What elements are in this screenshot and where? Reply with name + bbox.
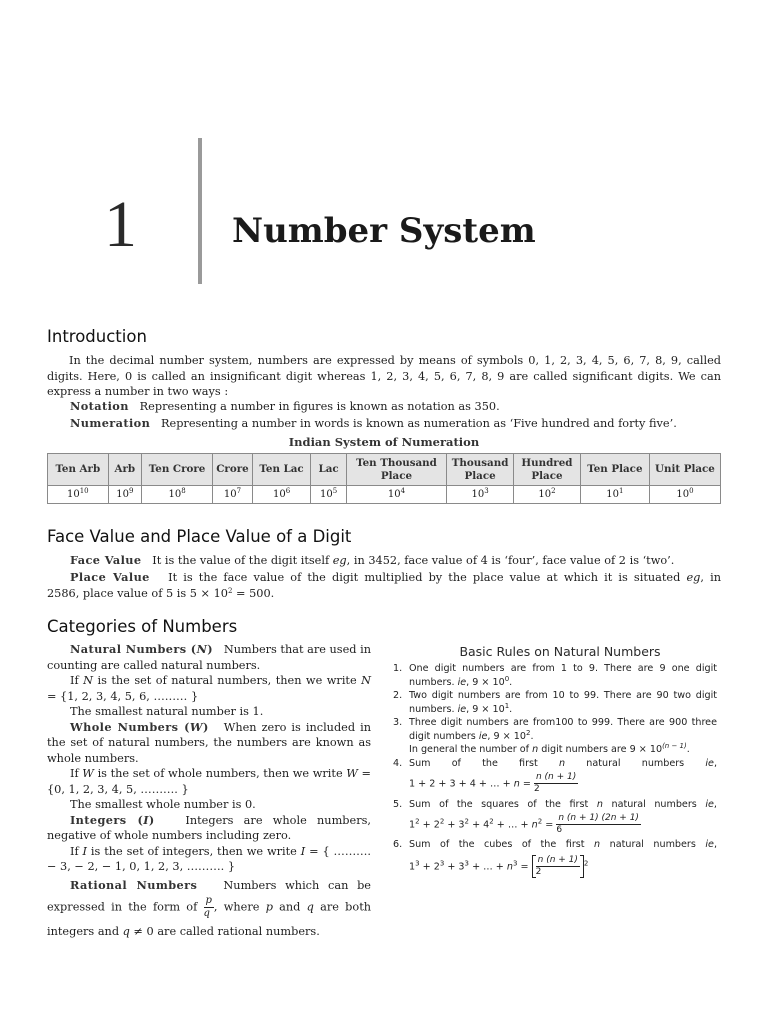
table-value-row: [48, 486, 721, 504]
section-heading-face-place: Face Value and Place Value of a Digit: [47, 527, 352, 546]
sum-squares-formula-fraction: $\frac{n (n + 1) (2n + 1)}{6}$: [556, 812, 639, 835]
rational-condition-line: integers and q ≠ 0 are called rational numbers.: [47, 925, 320, 938]
face-value-definition: Face Value It is the value of the digit itself eg, in 3452, face value of 4 is ‘four’, face value of 2 is ‘two’.: [70, 553, 675, 567]
place-value-term: Place Value: [70, 570, 150, 584]
natural-set-statement: If N is the set of natural numbers, then we write N = {1, 2, 3, 4, 5, 6, ……… }: [47, 674, 372, 703]
table-value-cell: $10^0$: [649, 486, 720, 504]
table-header-cell: Arb: [108, 454, 141, 486]
table-header-cell: Crore: [213, 454, 253, 486]
rule-2: 2. Two digit numbers are from 10 to 99. There are 90 two digit numbers. ie, $9 \times 10^1$.: [393, 690, 717, 715]
table-header-cell: Ten Arb: [48, 454, 109, 486]
table-header-cell: Lac: [311, 454, 347, 486]
whole-numbers-definition: Whole Numbers (W) When zero is included in the set of natural numbers, the numbers are known as whole numbers.: [47, 719, 371, 765]
natural-numbers-definition: Natural Numbers (N) Numbers that are used in counting are called natural numbers.: [47, 642, 371, 672]
place-value-definition: Place Value It is the face value of the digit multiplied by the place value at which it is situated eg, in 2586, place value of 5 is $5 \times 10^2 = 500$.: [47, 570, 721, 600]
table-header-cell: Thousand Place: [447, 454, 514, 486]
table-header-cell: Unit Place: [649, 454, 720, 486]
chapter-divider: [198, 138, 202, 284]
section-heading-categories: Categories of Numbers: [47, 617, 238, 636]
integers-definition: Integers (I) Integers are whole numbers, negative of whole numbers including zero.: [47, 812, 371, 842]
table-value-cell: $10^2$: [514, 486, 581, 504]
intro-line-1: In the decimal number system, numbers are expressed by means of symbols 0, 1, 2, 3, 4, 5, 6, 7, 8, 9, called: [69, 354, 721, 367]
table-header-cell: Ten Thousand Place: [346, 454, 446, 486]
table-value-cell: $10^7$: [213, 486, 253, 504]
table-value-cell: $10^1$: [580, 486, 649, 504]
face-value-term: Face Value: [70, 553, 142, 567]
rule-6: 6. Sum of the cubes of the first n natural numbers ie, $1^3 + 2^3 + 3^3$ + … + $n^3$ = $\frac{n (n + 1)}{2}$ $^2$: [393, 839, 718, 877]
numeration-text: Representing a number in words is known as numeration as ‘Five hundred and forty five’.: [161, 417, 677, 430]
whole-smallest: The smallest whole number is 0.: [70, 798, 256, 811]
indian-numeration-table: [47, 453, 721, 504]
rational-form-line: expressed in the form of $\frac{p}{q}$ , where p and q are both: [47, 895, 372, 919]
chapter-title: Number System: [232, 211, 536, 251]
table-value-cell: $10^4$: [346, 486, 446, 504]
integers-set-statement: If I is the set of integers, then we write I = { ………. − 3, − 2, − 1, 0, 1, 2, 3, ………. }: [47, 844, 372, 873]
numeration-term: Numeration: [70, 416, 151, 430]
notation-text: Representing a number in figures is known as notation as 350.: [139, 400, 500, 413]
table-caption: Indian System of Numeration: [288, 435, 480, 449]
table-value-cell: $10^3$: [447, 486, 514, 504]
table-header-row: [48, 454, 721, 486]
intro-paragraph: [47, 353, 721, 400]
sum-formula-fraction: $\frac{n (n + 1)}{2}$: [533, 771, 577, 794]
sum-cubes-bracket: [532, 855, 584, 878]
table-header-cell: Ten Lac: [252, 454, 311, 486]
table-value-cell: $10^8$: [142, 486, 213, 504]
table-value-cell: $10^6$: [252, 486, 311, 504]
whole-set-statement: If W is the set of whole numbers, then we write W = {0, 1, 2, 3, 4, 5, ………. }: [47, 767, 371, 796]
table-value-cell: $10^5$: [311, 486, 347, 504]
table-value-cell: $10^{10}$: [48, 486, 109, 504]
rule-5: 5. Sum of the squares of the first n natural numbers ie, $1^2 + 2^2 + 3^2 + 4^2$ + … + $n^2$ = $\frac{n (n + 1) (2n + 1)}{6}$: [393, 799, 717, 835]
sum-cubes-formula-fraction: $\frac{n (n + 1)}{2}$: [535, 854, 578, 877]
rule-1: 1. One digit numbers are from 1 to 9. There are 9 one digit numbers. ie, $9 \times 10^0$.: [393, 663, 717, 688]
table-header-cell: Hundred Place: [514, 454, 581, 486]
rational-numbers-definition: Rational Numbers Numbers which can be: [70, 877, 371, 892]
table-value-cell: $10^9$: [108, 486, 141, 504]
chapter-header: [0, 0, 768, 300]
chapter-number: 1: [104, 188, 137, 261]
section-heading-introduction: Introduction: [47, 327, 147, 346]
numeration-definition: [70, 416, 730, 432]
table-header-cell: Ten Place: [580, 454, 649, 486]
p-over-q-fraction: $\frac{p}{q}$: [203, 895, 212, 919]
intro-line-2: digits. Here, 0 is called an insignificant digit whereas 1, 2, 3, 4, 5, 6, 7, 8, 9 are called significant digits. We can: [47, 369, 721, 383]
table-header-cell: Ten Crore: [142, 454, 213, 486]
notation-term: Notation: [70, 399, 129, 413]
intro-line-3: express a number in two ways :: [47, 385, 229, 398]
notation-definition: [70, 399, 730, 415]
basic-rules-title: Basic Rules on Natural Numbers: [459, 644, 661, 659]
natural-smallest: The smallest natural number is 1.: [70, 705, 264, 718]
rule-3: 3. Three digit numbers are from100 to 999. There are 900 three digit numbers ie, $9 \times 10^2$. In general the number of n digit numbers are $9 \times 10^{(n - 1)}$.: [393, 717, 717, 755]
categories-column: [47, 642, 371, 940]
rule-4: 4. Sum of the first n natural numbers ie, 1 + 2 + 3 + 4 + … + n = $\frac{n (n + 1)}{2}$: [393, 758, 718, 794]
